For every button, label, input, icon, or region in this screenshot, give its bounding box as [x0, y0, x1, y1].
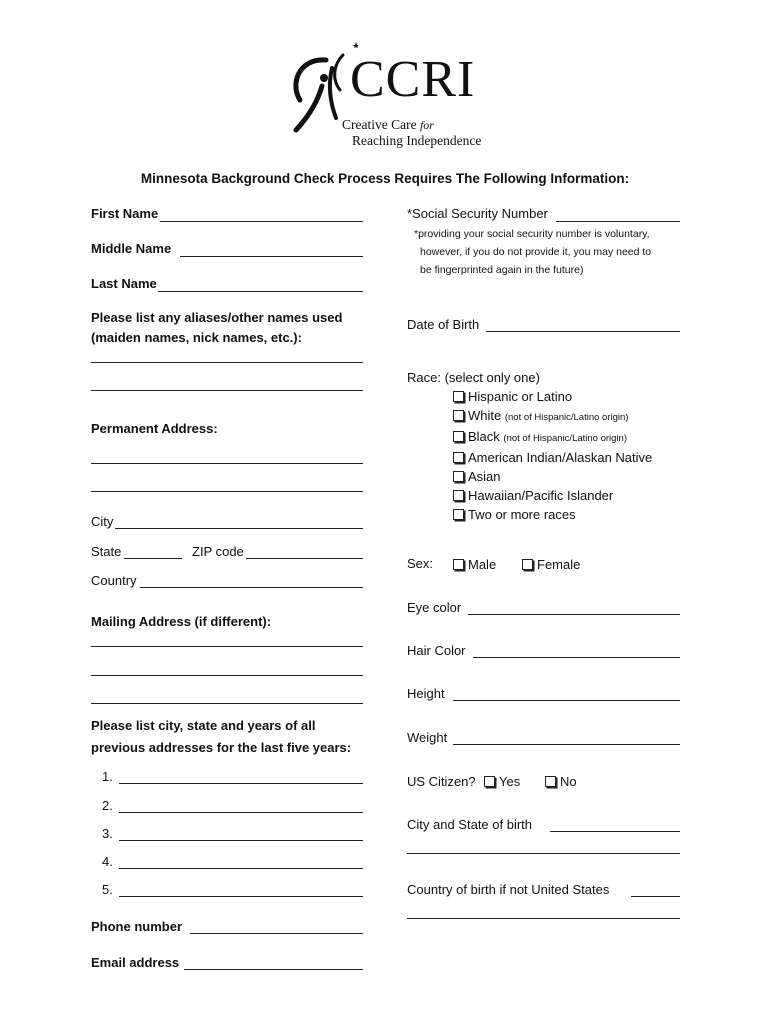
birth-country-field-2[interactable]: [407, 918, 680, 919]
us-citizen-no[interactable]: No: [545, 772, 577, 791]
ssn-note-2: however, if you do not provide it, you may need to: [420, 246, 652, 258]
race-option-hispanic[interactable]: Hispanic or Latino: [453, 387, 652, 406]
first-name-label: First Name: [91, 206, 159, 221]
aliases-field-1[interactable]: [91, 362, 363, 363]
race-options: [453, 387, 652, 524]
checkbox-icon[interactable]: [522, 559, 533, 570]
birth-city-state-field-1[interactable]: [550, 831, 680, 832]
previous-address-field-2[interactable]: [119, 812, 363, 813]
mailing-address-field-3[interactable]: [91, 703, 363, 704]
dob-field[interactable]: [486, 331, 680, 332]
permanent-address-field-2[interactable]: [91, 491, 363, 492]
last-name-label: Last Name: [91, 276, 157, 291]
race-option-white[interactable]: White (not of Hispanic/Latino origin): [453, 406, 652, 427]
previous-address-field-5[interactable]: [119, 896, 363, 897]
aliases-label-1: Please list any aliases/other names used: [91, 310, 343, 325]
checkbox-icon[interactable]: [453, 490, 464, 501]
previous-address-number-2: 2.: [102, 798, 113, 813]
permanent-address-field-1[interactable]: [91, 463, 363, 464]
country-field[interactable]: [140, 587, 363, 588]
ssn-note-1: *providing your social security number is voluntary,: [414, 228, 650, 240]
us-citizen-label: US Citizen?: [407, 774, 476, 789]
zip-label: ZIP code: [192, 544, 244, 559]
mailing-address-field-2[interactable]: [91, 675, 363, 676]
mailing-address-label: Mailing Address (if different):: [91, 614, 272, 629]
sex-option-male[interactable]: Male: [453, 555, 496, 574]
phone-label: Phone number: [91, 919, 183, 934]
previous-address-field-1[interactable]: [119, 783, 363, 784]
aliases-field-2[interactable]: [91, 390, 363, 391]
checkbox-icon[interactable]: [453, 391, 464, 402]
birth-city-state-field-2[interactable]: [407, 853, 680, 854]
previous-addresses-label-1: Please list city, state and years of all: [91, 718, 316, 733]
height-label: Height: [407, 686, 445, 701]
eye-color-label: Eye color: [407, 600, 462, 615]
checkbox-icon[interactable]: [453, 410, 464, 421]
hair-color-label: Hair Color: [407, 643, 466, 658]
state-field[interactable]: [124, 558, 182, 559]
race-option-asian[interactable]: Asian: [453, 467, 652, 486]
middle-name-field[interactable]: [180, 256, 363, 257]
us-citizen-yes[interactable]: Yes: [484, 772, 520, 791]
aliases-label-2: (maiden names, nick names, etc.):: [91, 330, 302, 345]
checkbox-icon[interactable]: [453, 452, 464, 463]
email-label: Email address: [91, 955, 180, 970]
email-field[interactable]: [184, 969, 363, 970]
zip-field[interactable]: [246, 558, 363, 559]
first-name-field[interactable]: [160, 221, 363, 222]
ssn-field[interactable]: [556, 221, 680, 222]
height-field[interactable]: [453, 700, 680, 701]
sex-label: Sex:: [407, 556, 434, 571]
checkbox-icon[interactable]: [453, 559, 464, 570]
sex-option-female[interactable]: Female: [522, 555, 580, 574]
ssn-note-3: be fingerprinted again in the future): [420, 264, 584, 276]
race-option-two-or-more[interactable]: Two or more races: [453, 505, 652, 524]
race-option-hawaiian[interactable]: Hawaiian/Pacific Islander: [453, 486, 652, 505]
birth-country-field-1[interactable]: [631, 896, 680, 897]
eye-color-field[interactable]: [468, 614, 680, 615]
middle-name-label: Middle Name: [91, 241, 172, 256]
race-option-american-indian[interactable]: American Indian/Alaskan Native: [453, 448, 652, 467]
previous-address-number-3: 3.: [102, 826, 113, 841]
checkbox-icon[interactable]: [545, 776, 556, 787]
race-label: Race: (select only one): [407, 370, 540, 385]
previous-address-number-5: 5.: [102, 882, 113, 897]
ssn-label: *Social Security Number: [407, 206, 548, 221]
checkbox-icon[interactable]: [453, 431, 464, 442]
state-label: State: [91, 544, 122, 559]
country-label: Country: [91, 573, 137, 588]
last-name-field[interactable]: [158, 291, 363, 292]
birth-city-state-label: City and State of birth: [407, 817, 533, 832]
logo-wordmark: CCRI: [350, 51, 476, 108]
dob-label: Date of Birth: [407, 317, 480, 332]
previous-address-field-4[interactable]: [119, 868, 363, 869]
race-option-black[interactable]: Black (not of Hispanic/Latino origin): [453, 427, 652, 448]
permanent-address-label: Permanent Address:: [91, 421, 218, 436]
page-title: Minnesota Background Check Process Requires The Following Information:: [140, 171, 630, 186]
weight-field[interactable]: [453, 744, 680, 745]
checkbox-icon[interactable]: [484, 776, 495, 787]
mailing-address-field-1[interactable]: [91, 646, 363, 647]
previous-address-field-3[interactable]: [119, 840, 363, 841]
previous-address-number-1: 1.: [102, 769, 113, 784]
phone-field[interactable]: [190, 933, 363, 934]
ccri-logo: [288, 40, 498, 152]
previous-address-number-4: 4.: [102, 854, 113, 869]
previous-addresses-label-2: previous addresses for the last five years:: [91, 740, 352, 755]
weight-label: Weight: [407, 730, 448, 745]
logo-tagline-2: Reaching Independence: [352, 133, 482, 148]
birth-country-label: Country of birth if not United States: [407, 882, 610, 897]
city-field[interactable]: [115, 528, 363, 529]
city-label: City: [91, 514, 114, 529]
checkbox-icon[interactable]: [453, 509, 464, 520]
checkbox-icon[interactable]: [453, 471, 464, 482]
logo-tagline-1: Creative Care for: [342, 117, 434, 132]
hair-color-field[interactable]: [473, 657, 680, 658]
